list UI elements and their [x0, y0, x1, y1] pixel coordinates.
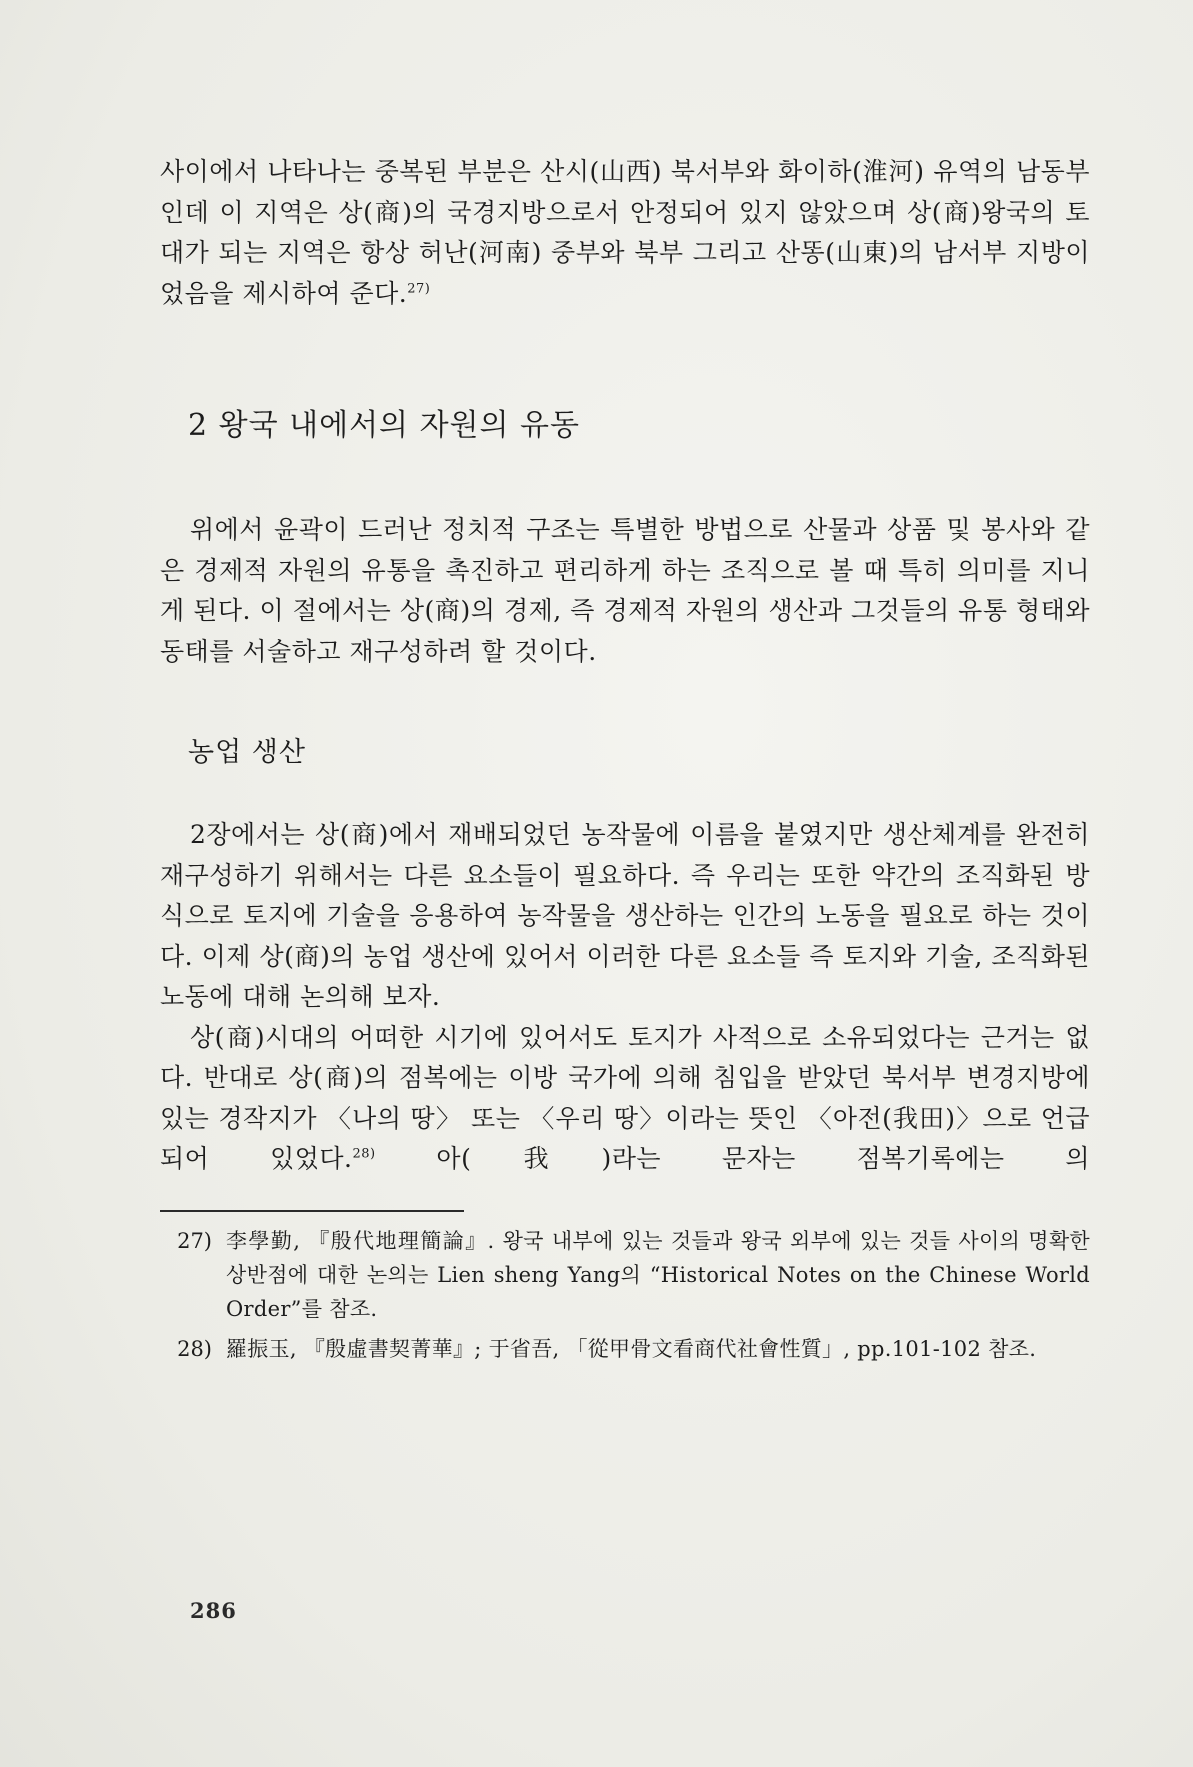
footnote-number: 27): [177, 1228, 212, 1253]
section-heading: 2 왕국 내에서의 자원의 유동: [188, 408, 581, 443]
footnote-28: [160, 1332, 1090, 1366]
subsection-paragraph-2: [160, 1018, 1090, 1180]
footnote-ref-27: 27): [407, 281, 431, 297]
section-paragraph: 위에서 윤곽이 드러난 정치적 구조는 특별한 방법으로 산물과 상품 및 봉사와 같은 경제적 자원의 유통을 촉진하고 편리하게 하는 조직으로 볼 때 특히 의미를 지니게 된다. 이 절에서는 상(商)의 경제, 즉 경제적 자원의 생산과 그것들의 유통 형태와 동태를 서술하고 재구성하려 할 것이다.: [160, 515, 1090, 666]
subsection-paragraph-1: 2장에서는 상(商)에서 재배되었던 농작물에 이름을 붙였지만 생산체계를 완전히 재구성하기 위해서는 다른 요소들이 필요하다. 즉 우리는 또한 약간의 조직화된 방식으로 토지에 기술을 응용하여 농작물을 생산하는 인간의 노동을 필요로 하는 것이다. 이제 상(商)의 농업 생산에 있어서 이러한 다른 요소들 즉 토지와 기술, 조직화된 노동에 대해 논의해 보자.: [160, 820, 1090, 1011]
page-number: 286: [190, 1598, 237, 1623]
intro-paragraph: [160, 152, 1090, 314]
footnote-text: 李學勤, 『殷代地理簡論』. 왕국 내부에 있는 것들과 왕국 외부에 있는 것들 사이의 명확한 상반점에 대한 논의는 Lien sheng Yang의 “Historical Notes on the Chinese World Order”를 참조.: [226, 1228, 1090, 1321]
footnote-27: [160, 1224, 1090, 1326]
page-content: [160, 152, 1090, 1372]
subsection-heading: 농업 생산: [188, 737, 306, 768]
footnote-number: 28): [177, 1336, 212, 1361]
paragraph-2-tail: 아(我)라는 문자는 점복기록에는 의: [375, 1144, 1090, 1173]
intro-text: 사이에서 나타나는 중복된 부분은 산시(山西) 북서부와 화이하(淮河) 유역의 남동부인데 이 지역은 상(商)의 국경지방으로서 안정되어 있지 않았으며 상(商)왕국의 토대가 되는 지역은 항상 허난(河南) 중부와 북부 그리고 산똥(山東)의 남서부 지방이었음을 제시하여 준다.: [160, 157, 1090, 308]
footnote-ref-28: 28): [352, 1146, 376, 1162]
paragraph-2-text: 상(商)시대의 어떠한 시기에 있어서도 토지가 사적으로 소유되었다는 근거는 없다. 반대로 상(商)의 점복에는 이방 국가에 의해 침입을 받았던 북서부 변경지방에 있는 경작지가 〈나의 땅〉 또는 〈우리 땅〉이라는 뜻인 〈아전(我田)〉으로 언급되어 있었다.: [160, 1022, 1090, 1173]
footnote-text: 羅振玉, 『殷虛書契菁華』; 于省吾, 「從甲骨文看商代社會性質」, pp.101-102 참조.: [226, 1336, 1037, 1361]
footnote-divider: [160, 1210, 464, 1212]
